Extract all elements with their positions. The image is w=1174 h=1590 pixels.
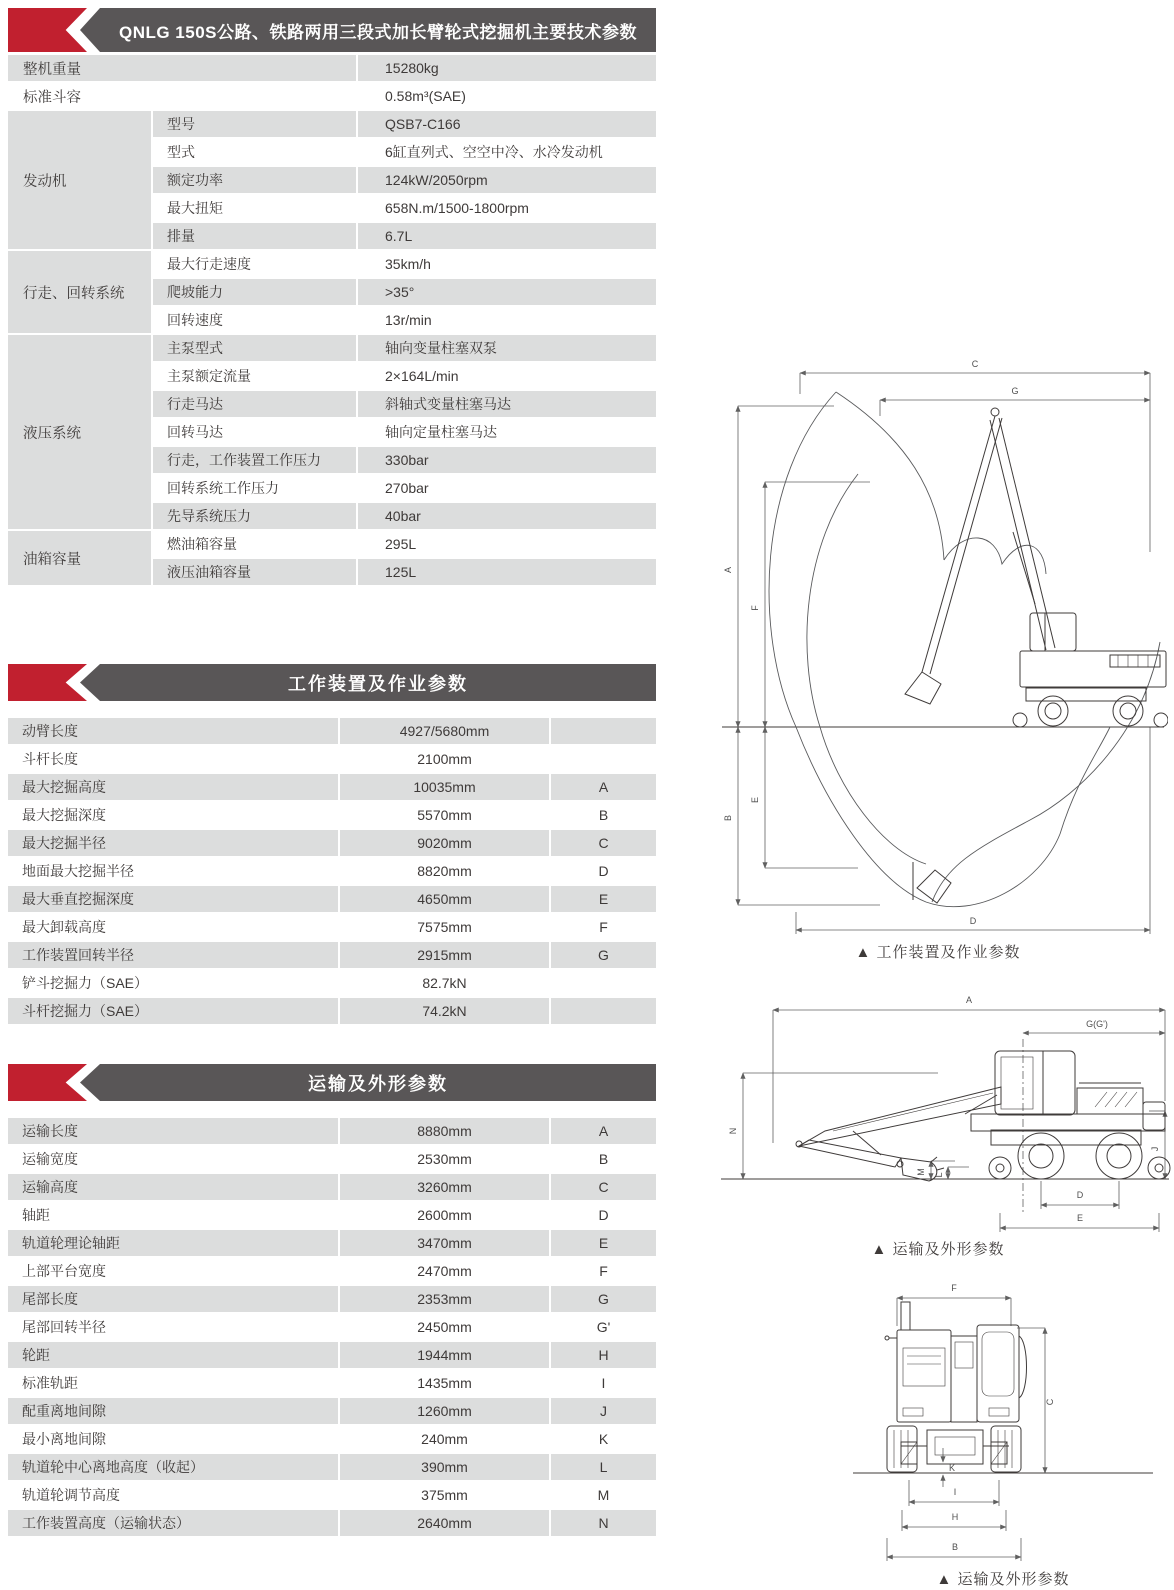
param-row bbox=[8, 942, 656, 970]
dim-label-d: D bbox=[1076, 1190, 1084, 1200]
param-code: H bbox=[551, 1342, 656, 1370]
spec-sub-label: 型号 bbox=[153, 111, 358, 139]
param-row bbox=[8, 1146, 656, 1174]
dim-label-b: B bbox=[951, 1542, 959, 1552]
working-range-diagram bbox=[708, 342, 1168, 942]
param-row bbox=[8, 1314, 656, 1342]
param-code: K bbox=[551, 1426, 656, 1454]
spec-value: 6.7L bbox=[358, 223, 656, 251]
param-value: 2640mm bbox=[340, 1510, 551, 1538]
param-code: N bbox=[551, 1510, 656, 1538]
spec-value: 125L bbox=[358, 559, 656, 587]
spec-sub-label: 回转速度 bbox=[153, 307, 358, 335]
param-code: I bbox=[551, 1370, 656, 1398]
param-value: 390mm bbox=[340, 1454, 551, 1482]
spec-value: 40bar bbox=[358, 503, 656, 531]
spec-sub-label: 行走马达 bbox=[153, 391, 358, 419]
spec-sub-label: 主泵型式 bbox=[153, 335, 358, 363]
page-title: QNLG 150S公路、铁路两用三段式加长臂轮式挖掘机主要技术参数 bbox=[118, 22, 638, 42]
param-code bbox=[551, 998, 656, 1026]
section-banner-transport-params bbox=[8, 1064, 656, 1101]
spec-row bbox=[8, 251, 656, 279]
param-row bbox=[8, 858, 656, 886]
param-label: 运输高度 bbox=[8, 1174, 340, 1202]
param-label: 地面最大挖掘半径 bbox=[8, 858, 340, 886]
dim-label-k: K bbox=[948, 1463, 956, 1473]
param-row bbox=[8, 1426, 656, 1454]
dim-label-j: J bbox=[1150, 1146, 1160, 1152]
banner-red-chevron bbox=[8, 8, 87, 52]
param-row bbox=[8, 970, 656, 998]
param-value: 4650mm bbox=[340, 886, 551, 914]
spec-value: 330bar bbox=[358, 447, 656, 475]
param-label: 最大挖掘深度 bbox=[8, 802, 340, 830]
spec-sub-label: 燃油箱容量 bbox=[153, 531, 358, 559]
param-label: 上部平台宽度 bbox=[8, 1258, 340, 1286]
param-code: J bbox=[551, 1398, 656, 1426]
main-spec-table bbox=[8, 55, 656, 587]
param-value: 5570mm bbox=[340, 802, 551, 830]
param-label: 铲斗挖掘力（SAE） bbox=[8, 970, 340, 998]
param-row bbox=[8, 1174, 656, 1202]
dim-label-e: E bbox=[1076, 1213, 1084, 1223]
param-label: 运输宽度 bbox=[8, 1146, 340, 1174]
param-row bbox=[8, 1510, 656, 1538]
param-label: 轨道轮调节高度 bbox=[8, 1482, 340, 1510]
spec-value: 2×164L/min bbox=[358, 363, 656, 391]
param-label: 尾部长度 bbox=[8, 1286, 340, 1314]
param-label: 运输长度 bbox=[8, 1118, 340, 1146]
param-row bbox=[8, 1342, 656, 1370]
spec-value: >35° bbox=[358, 279, 656, 307]
param-value: 10035mm bbox=[340, 774, 551, 802]
param-value: 2600mm bbox=[340, 1202, 551, 1230]
param-code: G' bbox=[551, 1314, 656, 1342]
param-row bbox=[8, 1482, 656, 1510]
spec-value: QSB7-C166 bbox=[358, 111, 656, 139]
dim-label-c: C bbox=[971, 359, 979, 369]
spec-value: 295L bbox=[358, 531, 656, 559]
param-row bbox=[8, 914, 656, 942]
dim-label-f: F bbox=[750, 605, 760, 611]
dim-label-m: M bbox=[916, 1168, 926, 1176]
param-label: 配重离地间隙 bbox=[8, 1398, 340, 1426]
diagram-caption-transport-side: ▲ 运输及外形参数 bbox=[871, 1241, 1005, 1258]
dim-label-f: F bbox=[951, 1283, 957, 1293]
diagram-caption-working: ▲ 工作装置及作业参数 bbox=[855, 944, 1021, 961]
excavator-rear-view bbox=[885, 1302, 1027, 1472]
spec-value: 124kW/2050rpm bbox=[358, 167, 656, 195]
param-label: 最小离地间隙 bbox=[8, 1426, 340, 1454]
param-code: E bbox=[551, 886, 656, 914]
spec-sub-label: 行走，工作装置工作压力 bbox=[153, 447, 358, 475]
dim-label-n: N bbox=[728, 1127, 738, 1135]
param-value: 1260mm bbox=[340, 1398, 551, 1426]
param-label: 轮距 bbox=[8, 1342, 340, 1370]
param-label: 轨道轮理论轴距 bbox=[8, 1230, 340, 1258]
param-value: 74.2kN bbox=[340, 998, 551, 1026]
param-row bbox=[8, 886, 656, 914]
diagram-caption-transport-rear: ▲ 运输及外形参数 bbox=[936, 1571, 1070, 1588]
spec-row bbox=[8, 111, 656, 139]
excavator-sketch bbox=[905, 408, 1168, 903]
dim-label-i: I bbox=[953, 1487, 957, 1497]
spec-sub-label: 回转系统工作压力 bbox=[153, 475, 358, 503]
banner-red-chevron bbox=[8, 1064, 87, 1101]
section-banner-working-params bbox=[8, 664, 656, 701]
param-label: 工作装置回转半径 bbox=[8, 942, 340, 970]
spec-sub-label: 回转马达 bbox=[153, 419, 358, 447]
param-value: 4927/5680mm bbox=[340, 718, 551, 746]
spec-sub-label: 主泵额定流量 bbox=[153, 363, 358, 391]
spec-group-label: 液压系统 bbox=[8, 335, 153, 531]
spec-value: 6缸直列式、空空中冷、水冷发动机 bbox=[358, 139, 656, 167]
dim-label-h: H bbox=[951, 1512, 959, 1522]
dim-label-a: A bbox=[965, 995, 973, 1005]
param-code: G bbox=[551, 1286, 656, 1314]
dim-label-l: L bbox=[934, 1172, 944, 1178]
spec-group-label: 行走、回转系统 bbox=[8, 251, 153, 335]
param-value: 8880mm bbox=[340, 1118, 551, 1146]
param-row bbox=[8, 718, 656, 746]
spec-value: 658N.m/1500-1800rpm bbox=[358, 195, 656, 223]
param-code: F bbox=[551, 914, 656, 942]
spec-group-label: 整机重量 bbox=[8, 55, 358, 83]
param-value: 1944mm bbox=[340, 1342, 551, 1370]
main-title-banner bbox=[8, 8, 656, 52]
dim-label-g-gprime: G(G') bbox=[1086, 1019, 1108, 1029]
param-code: A bbox=[551, 774, 656, 802]
param-value: 2353mm bbox=[340, 1286, 551, 1314]
param-row bbox=[8, 1398, 656, 1426]
param-value: 375mm bbox=[340, 1482, 551, 1510]
param-code: C bbox=[551, 830, 656, 858]
param-value: 2100mm bbox=[340, 746, 551, 774]
spec-row bbox=[8, 55, 656, 83]
param-value: 8820mm bbox=[340, 858, 551, 886]
param-row bbox=[8, 774, 656, 802]
param-row bbox=[8, 1286, 656, 1314]
param-value: 2915mm bbox=[340, 942, 551, 970]
dimension-lines bbox=[723, 359, 1150, 934]
param-code: L bbox=[551, 1454, 656, 1482]
param-value: 240mm bbox=[340, 1426, 551, 1454]
param-label: 最大卸载高度 bbox=[8, 914, 340, 942]
spec-row bbox=[8, 335, 656, 363]
spec-value: 轴向变量柱塞双泵 bbox=[358, 335, 656, 363]
param-label: 斗杆长度 bbox=[8, 746, 340, 774]
param-label: 轨道轮中心离地高度（收起） bbox=[8, 1454, 340, 1482]
param-code: A bbox=[551, 1118, 656, 1146]
spec-sub-label: 排量 bbox=[153, 223, 358, 251]
spec-row bbox=[8, 83, 656, 111]
spec-value: 35km/h bbox=[358, 251, 656, 279]
param-label: 动臂长度 bbox=[8, 718, 340, 746]
spec-value: 斜轴式变量柱塞马达 bbox=[358, 391, 656, 419]
param-value: 2470mm bbox=[340, 1258, 551, 1286]
section-title-transport: 运输及外形参数 bbox=[308, 1073, 448, 1094]
param-value: 82.7kN bbox=[340, 970, 551, 998]
spec-sub-label: 最大行走速度 bbox=[153, 251, 358, 279]
param-code bbox=[551, 970, 656, 998]
transport-side-view-diagram bbox=[703, 983, 1173, 1235]
spec-value: 270bar bbox=[358, 475, 656, 503]
param-value: 2530mm bbox=[340, 1146, 551, 1174]
spec-row bbox=[8, 531, 656, 559]
dim-label-e: E bbox=[750, 796, 760, 804]
param-code bbox=[551, 746, 656, 774]
dim-label-c: C bbox=[1045, 1398, 1055, 1406]
spec-sub-label bbox=[153, 83, 358, 111]
spec-sub-label: 型式 bbox=[153, 139, 358, 167]
spec-sub-label: 先导系统压力 bbox=[153, 503, 358, 531]
param-code: G bbox=[551, 942, 656, 970]
spec-value: 轴向定量柱塞马达 bbox=[358, 419, 656, 447]
excavator-side-view bbox=[796, 1051, 1170, 1181]
param-value: 7575mm bbox=[340, 914, 551, 942]
param-row bbox=[8, 1454, 656, 1482]
spec-value: 15280kg bbox=[358, 55, 656, 83]
param-row bbox=[8, 746, 656, 774]
param-row bbox=[8, 1118, 656, 1146]
param-value: 9020mm bbox=[340, 830, 551, 858]
spec-sub-label: 液压油箱容量 bbox=[153, 559, 358, 587]
param-row bbox=[8, 1202, 656, 1230]
section-title-working: 工作装置及作业参数 bbox=[288, 673, 468, 694]
dim-label-b: B bbox=[723, 814, 733, 822]
param-label: 最大挖掘高度 bbox=[8, 774, 340, 802]
param-code: E bbox=[551, 1230, 656, 1258]
param-code: F bbox=[551, 1258, 656, 1286]
param-value: 3470mm bbox=[340, 1230, 551, 1258]
dim-label-g: G bbox=[1011, 386, 1019, 396]
param-label: 最大挖掘半径 bbox=[8, 830, 340, 858]
dim-label-a: A bbox=[723, 566, 733, 574]
param-label: 标准轨距 bbox=[8, 1370, 340, 1398]
transport-rear-view-diagram bbox=[843, 1280, 1163, 1572]
dim-label-d: D bbox=[969, 916, 977, 926]
param-label: 尾部回转半径 bbox=[8, 1314, 340, 1342]
spec-sub-label: 额定功率 bbox=[153, 167, 358, 195]
param-row bbox=[8, 998, 656, 1026]
param-row bbox=[8, 830, 656, 858]
spec-group-label: 油箱容量 bbox=[8, 531, 153, 587]
param-row bbox=[8, 1370, 656, 1398]
spec-group-label: 标准斗容 bbox=[8, 83, 153, 111]
spec-value: 13r/min bbox=[358, 307, 656, 335]
param-value: 2450mm bbox=[340, 1314, 551, 1342]
working-envelope-curves bbox=[769, 392, 1160, 907]
transport-params-table bbox=[8, 1118, 656, 1538]
spec-sub-label: 最大扭矩 bbox=[153, 195, 358, 223]
param-code: D bbox=[551, 858, 656, 886]
spec-value: 0.58m³(SAE) bbox=[358, 83, 656, 111]
param-code bbox=[551, 718, 656, 746]
param-label: 最大垂直挖掘深度 bbox=[8, 886, 340, 914]
param-code: M bbox=[551, 1482, 656, 1510]
spec-group-label: 发动机 bbox=[8, 111, 153, 251]
param-code: D bbox=[551, 1202, 656, 1230]
param-label: 斗杆挖掘力（SAE） bbox=[8, 998, 340, 1026]
banner-red-chevron bbox=[8, 664, 87, 701]
param-value: 3260mm bbox=[340, 1174, 551, 1202]
param-row bbox=[8, 1230, 656, 1258]
working-params-table bbox=[8, 718, 656, 1026]
param-code: C bbox=[551, 1174, 656, 1202]
param-value: 1435mm bbox=[340, 1370, 551, 1398]
param-row bbox=[8, 1258, 656, 1286]
spec-sub-label: 爬坡能力 bbox=[153, 279, 358, 307]
param-label: 工作装置高度（运输状态） bbox=[8, 1510, 340, 1538]
param-code: B bbox=[551, 1146, 656, 1174]
param-row bbox=[8, 802, 656, 830]
param-code: B bbox=[551, 802, 656, 830]
param-label: 轴距 bbox=[8, 1202, 340, 1230]
